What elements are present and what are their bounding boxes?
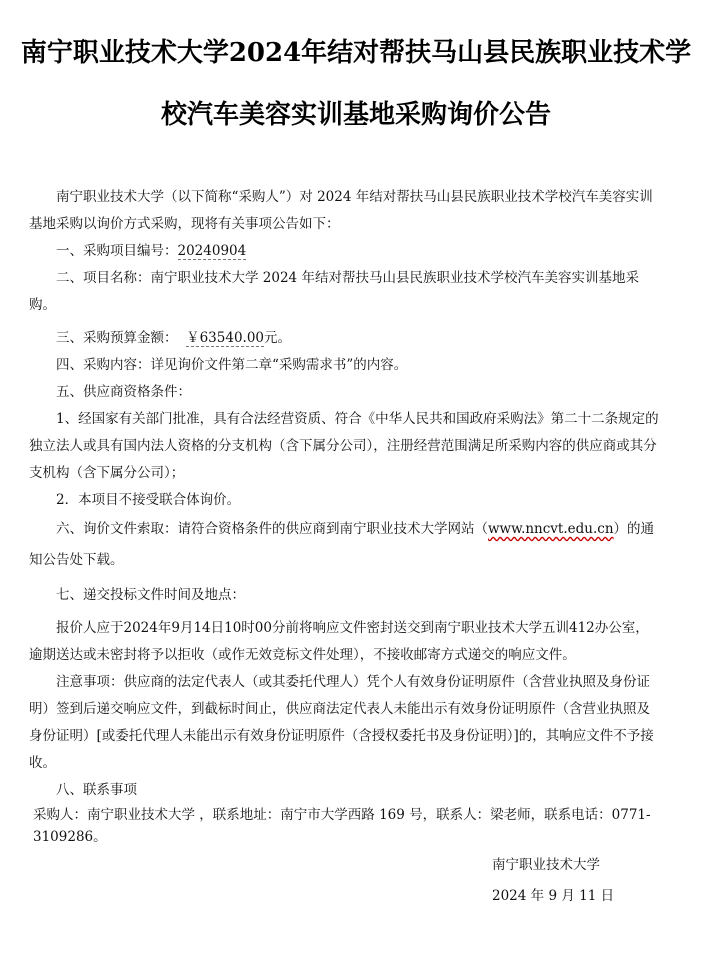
qualification-heading: 五、供应商资格条件： [56,384,191,400]
submission-text: 报价人应于2024年9月14日10时00分前将响应文件密封送交到南宁职业技术大学五训412办公室，逾期送达或未密封将予以拒收（或作无效竞标文件处理），不接收邮寄方式递交的响应文件。 [29,620,649,663]
website-link[interactable]: www.nncvt.edu.cn [488,521,614,537]
document-download-line [29,514,661,576]
contact-heading: 八、联系事项 [56,782,137,798]
signature-block [492,850,614,912]
submission-heading: 七、递交投标文件时间及地点： [56,587,245,603]
project-number-label: 一、采购项目编号： [56,243,178,259]
intro-paragraph: 南宁职业技术大学（以下简称“采购人”）对 2024 年结对帮扶马山县民族职业技术学校汽车美容实训基地采购以询价方式采购，现将有关事项公告如下： [29,189,653,232]
budget-value: ￥63540.00 [186,330,265,346]
qualification-item-1: 1、经国家有关部门批准，具有合法经营资质、符合《中华人民共和国政府采购法》第二十二条规定的独立法人或具有国内法人资格的分支机构（含下属分公司），注册经营范围满足所采购内容的供应商或其分支机构（含下属分公司）； [29,411,659,481]
signature-date: 2024 年 9 月 11 日 [492,888,615,904]
notice-text: 注意事项：供应商的法定代表人（或其委托代理人）凭个人有效身份证明原件（含营业执照及身份证明）签到后递交响应文件，到截标时间止，供应商法定代表人未能出示有效身份证明原件（含营业执照及身份证明）[或委托代理人未能出示有效身份证明原件（含授权委托书及身份证明）]的，其响应文件不予接收。 [29,674,654,771]
project-name-line: 二、项目名称：南宁职业技术大学 2024 年结对帮扶马山县民族职业技术学校汽车美容实训基地采购。 [29,270,639,313]
announcement-body [29,184,661,848]
budget-label: 三、采购预算金额： [56,330,178,346]
document-download-prefix: 六、询价文件索取：请符合资格条件的供应商到南宁职业技术大学网站（ [56,521,488,537]
document-download-suffix: ）的通知公告处下载。 [29,521,655,568]
budget-line [29,325,661,352]
project-number-line [29,238,661,265]
page-title: 南宁职业技术大学2024年结对帮扶马山县民族职业技术学校汽车美容实训基地采购询价公告 [20,38,692,130]
content-line: 四、采购内容：详见询价文件第二章“采购需求书”的内容。 [56,357,408,373]
project-number-value: 20240904 [177,243,247,259]
qualification-item-2: 2．本项目不接受联合体询价。 [56,492,241,508]
contact-text: 采购人：南宁职业技术大学 ，联系地址：南宁市大学西路 169 号，联系人：梁老师，联系电话：0771-3109286。 [33,807,651,845]
signature-org: 南宁职业技术大学 [492,857,600,873]
budget-unit: 元。 [264,330,292,346]
